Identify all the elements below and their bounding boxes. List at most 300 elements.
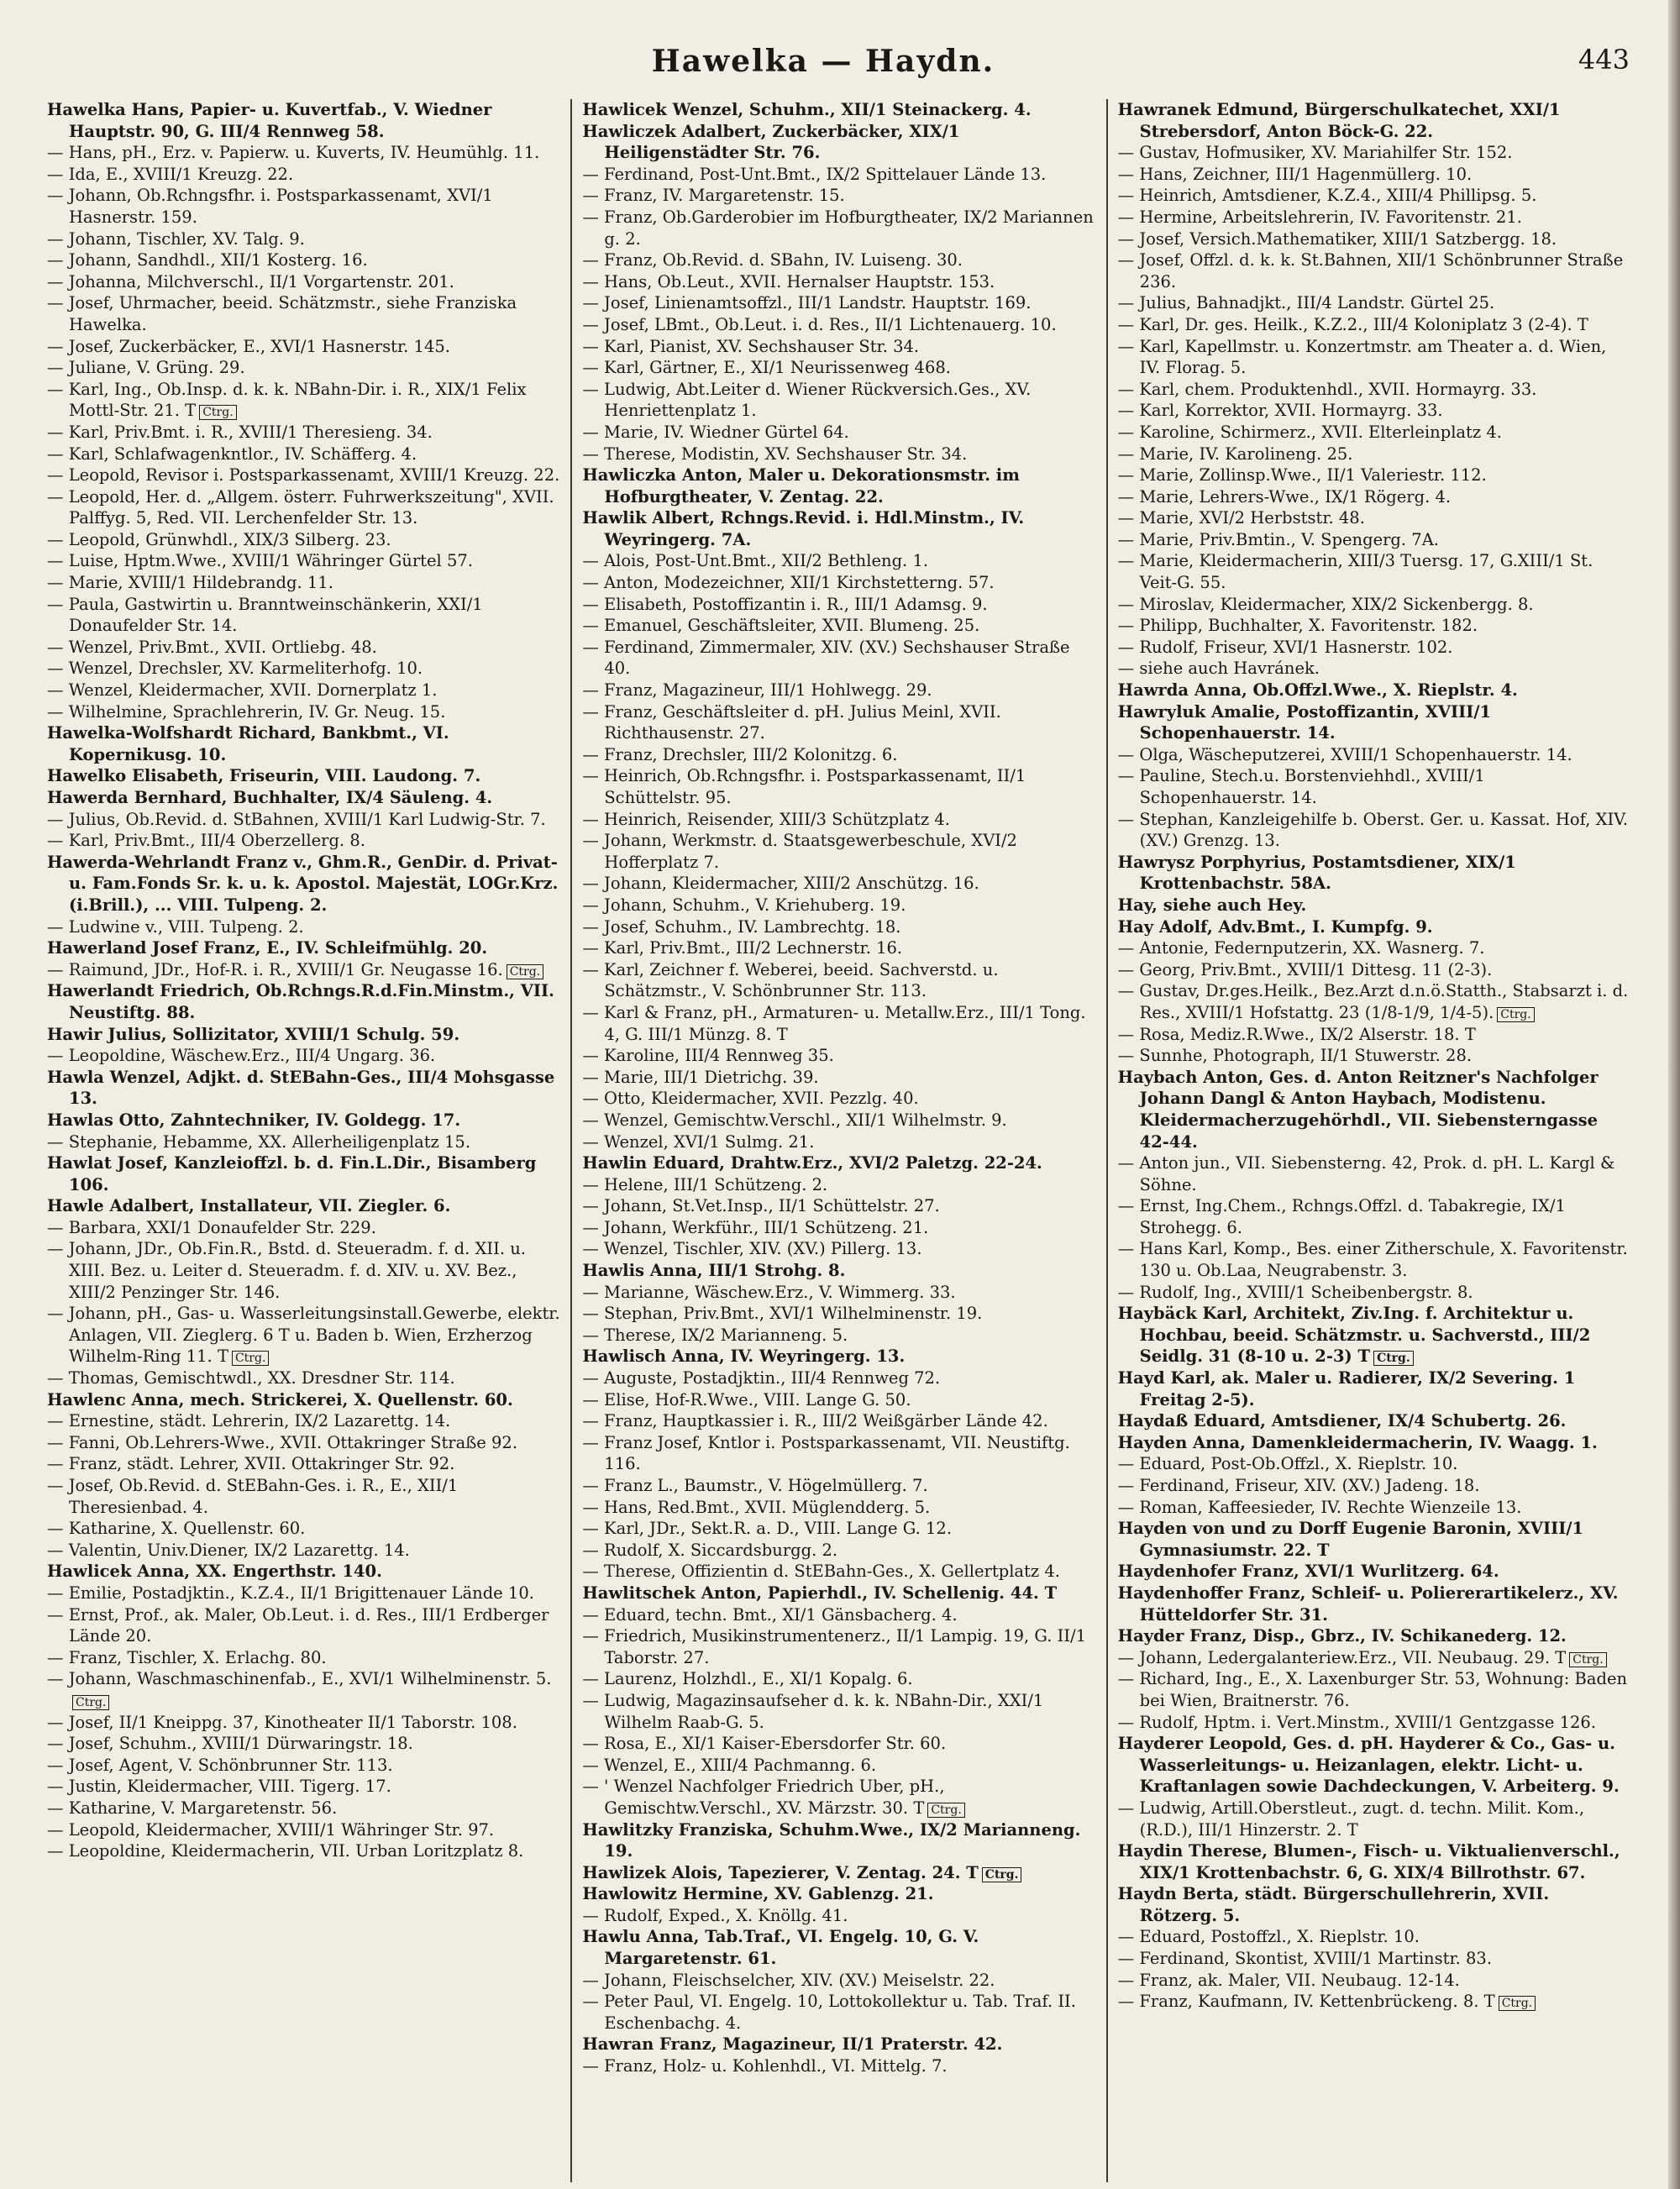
directory-entry [1118, 1926, 1631, 1948]
directory-heading-entry [47, 1561, 560, 1583]
directory-entry [47, 529, 560, 551]
entry-text: — Marie, Priv.Bmtin., V. Spengerg. 7A. [1117, 529, 1439, 549]
registry-stamp: Ctrg. [507, 964, 543, 979]
directory-heading-entry [1118, 1561, 1631, 1583]
directory-entry [582, 550, 1095, 572]
directory-heading-entry [1118, 1303, 1631, 1367]
entry-text: — Marie, XVI/2 Herbststr. 48. [1117, 508, 1365, 528]
directory-entry [1118, 1453, 1631, 1475]
entry-text: — Marianne, Wäschew.Erz., V. Wimmerg. 33. [582, 1282, 956, 1302]
entry-text: Hawerda Bernhard, Buchhalter, IX/4 Säuleng. 4. [47, 788, 493, 807]
entry-text: — Raimund, JDr., Hof-R. i. R., XVIII/1 Gr. Neugasse 16. [47, 959, 503, 979]
entry-text: — Olga, Wäscheputzerei, XVIII/1 Schopenhauerstr. 14. [1117, 744, 1572, 764]
entry-text: — Marie, IV. Wiedner Gürtel 64. [582, 422, 849, 442]
entry-text: — Hans, Ob.Leut., XVII. Hernalser Hauptstr. 153. [582, 271, 995, 291]
directory-entry [1118, 637, 1631, 659]
directory-heading-entry [582, 1583, 1095, 1604]
entry-text: — Leopoldine, Wäschew.Erz., III/4 Ungarg. 36. [47, 1046, 436, 1066]
entry-text: Hawlisch Anna, IV. Weyringerg. 13. [582, 1346, 906, 1367]
entry-text: — Karl, Priv.Bmt. i. R., XVIII/1 Theresieng. 34. [47, 422, 433, 442]
entry-text: Hawlicek Wenzel, Schuhm., XII/1 Steinackerg. 4. [582, 100, 1032, 119]
directory-heading-entry [47, 787, 560, 809]
directory-entry [47, 1131, 560, 1153]
directory-heading-entry [1118, 1583, 1631, 1625]
entry-text: — Wenzel, Priv.Bmt., XVII. Ortliebg. 48. [47, 637, 377, 657]
entry-text: — Pauline, Stech.u. Borstenviehhdl., XVIII/1 Schopenhauerstr. 14. [1117, 766, 1485, 807]
directory-entry [1118, 465, 1631, 486]
directory-heading-entry [47, 722, 560, 765]
entry-text: — Wenzel, Gemischtw.Verschl., XII/1 Wilhelmstr. 9. [582, 1110, 1007, 1130]
directory-entry [582, 1217, 1095, 1239]
entry-text: Hawerlandt Friedrich, Ob.Rchngs.R.d.Fin.Minstm., VII. Neustiftg. 88. [47, 981, 554, 1022]
directory-entry [1118, 937, 1631, 959]
directory-entry [1118, 185, 1631, 207]
directory-entry [582, 701, 1095, 744]
entry-text: — Justin, Kleidermacher, VIII. Tigerg. 17. [47, 1777, 391, 1797]
entry-text: Hawle Adalbert, Installateur, VII. Ziegler. 6. [47, 1196, 451, 1216]
entry-text: Hawrysz Porphyrius, Postamtsdiener, XIX/1 Krottenbachstr. 58A. [1117, 852, 1516, 894]
entry-text: — Josef, Zuckerbäcker, E., XVI/1 Hasnerstr. 145. [47, 336, 450, 356]
entry-text: — Barbara, XXI/1 Donaufelder Str. 229. [47, 1217, 376, 1237]
directory-entry [582, 680, 1095, 701]
directory-entry [47, 185, 560, 228]
directory-entry [582, 1303, 1095, 1325]
directory-entry [582, 1970, 1095, 1992]
entry-text: — Josef, Ob.Revid. d. StEBahn-Ges. i. R., E., XII/1 Theresienbad. 4. [47, 1476, 459, 1517]
entry-text: Hawlas Otto, Zahntechniker, IV. Goldegg. 17. [47, 1110, 461, 1130]
entry-text: Hayden von und zu Dorff Eugenie Baronin, XVIII/1 Gymnasiumstr. 22. T [1117, 1519, 1584, 1560]
directory-entry [582, 164, 1095, 186]
directory-entry [582, 185, 1095, 207]
entry-text: — Stephanie, Hebamme, XX. Allerheiligenplatz 15. [47, 1131, 471, 1152]
directory-entry [47, 271, 560, 293]
entry-text: — Hans, Red.Bmt., XVII. Müglendderg. 5. [582, 1497, 931, 1517]
directory-entry [582, 1561, 1095, 1583]
directory-entry [1118, 959, 1631, 981]
directory-heading-entry [1118, 916, 1631, 938]
entry-text: — Heinrich, Reisender, XIII/3 Schützplatz 4. [582, 809, 950, 829]
directory-entry [47, 1217, 560, 1239]
entry-text: — Katharine, X. Quellenstr. 60. [47, 1519, 306, 1539]
entry-text: — Karl, Zeichner f. Weberei, beeid. Sachverstd. u. Schätzmstr., V. Schönbrunner Str. 113. [582, 959, 999, 1001]
directory-entry [47, 594, 560, 637]
entry-text: — Eduard, Post-Ob.Offzl., X. Rieplstr. 10. [1117, 1454, 1458, 1474]
entry-text: — Rudolf, Exped., X. Knöllg. 41. [582, 1905, 848, 1925]
directory-entry [47, 1367, 560, 1389]
directory-entry [582, 1604, 1095, 1626]
entry-text: — Johann, St.Vet.Insp., II/1 Schüttelstr. 27. [582, 1196, 940, 1216]
entry-text: Haybach Anton, Ges. d. Anton Reitzner's Nachfolger Johann Dangl & Anton Haybach, Modistenu. Kleidermacherzugehörhdl., VII. Siebensterngasse 42-44. [1117, 1067, 1599, 1152]
directory-entry [582, 1755, 1095, 1777]
entry-text: — Johanna, Milchverschl., II/1 Vorgartenstr. 201. [47, 271, 454, 291]
directory-entry [47, 1453, 560, 1475]
directory-entry [1118, 765, 1631, 808]
directory-entry [47, 809, 560, 831]
entry-text: — Ludwig, Magazinsaufseher d. k. k. NBahn-Dir., XXI/1 Wilhelm Raab-G. 5. [582, 1690, 1044, 1732]
directory-entry [582, 637, 1095, 680]
entry-text: — Ernestine, städt. Lehrerin, IX/2 Lazarettg. 14. [47, 1411, 451, 1431]
directory-heading-entry [582, 121, 1095, 164]
directory-entry [1118, 615, 1631, 637]
entry-text: Haydaß Eduard, Amtsdiener, IX/4 Schubertg. 26. [1117, 1411, 1567, 1431]
entry-text: — Marie, Zollinsp.Wwe., II/1 Valeriestr. 112. [1117, 465, 1487, 486]
directory-entry [47, 1238, 560, 1303]
entry-text: — Leopold, Revisor i. Postsparkassenamt, XVIII/1 Kreuzg. 22. [47, 465, 560, 486]
directory-entry [1118, 249, 1631, 292]
directory-entry [582, 1540, 1095, 1562]
directory-entry [47, 1712, 560, 1734]
directory-heading-entry [582, 1819, 1095, 1862]
entry-text: — Marie, IV. Karolineng. 25. [1117, 444, 1353, 464]
entry-text: — Franz, Geschäftsleiter d. pH. Julius Meinl, XVII. Richthausenstr. 27. [582, 701, 1001, 743]
directory-heading-entry [47, 980, 560, 1023]
directory-entry [1118, 1045, 1631, 1067]
directory-heading-entry [582, 507, 1095, 550]
entry-text: Hawlu Anna, Tab.Traf., VI. Engelg. 10, G. V. Margaretenstr. 61. [582, 1927, 979, 1969]
entry-text: — Karoline, Schirmerz., XVII. Elterleinplatz 4. [1117, 422, 1502, 442]
entry-text: Hayd Karl, ak. Maler u. Radierer, IX/2 Severing. 1 Freitag 2-5). [1117, 1368, 1576, 1409]
entry-text: Hawelko Elisabeth, Friseurin, VIII. Laudong. 7. [47, 766, 481, 786]
directory-entry [47, 680, 560, 701]
directory-entry [582, 444, 1095, 465]
directory-entry [47, 379, 560, 422]
entry-text: Hawlitzky Franziska, Schuhm.Wwe., IX/2 Marianneng. 19. [582, 1819, 1081, 1861]
entry-text: — Philipp, Buchhalter, X. Favoritenstr. 182. [1117, 616, 1478, 636]
entry-text: — Hans, pH., Erz. v. Papierw. u. Kuverts, IV. Heumühlg. 11. [47, 143, 540, 163]
entry-text: — Johann, Werkführ., III/1 Schützeng. 21. [582, 1217, 929, 1237]
directory-entry [1118, 507, 1631, 529]
entry-text: — Auguste, Postadjktin., III/4 Rennweg 72. [582, 1368, 941, 1388]
entry-text: Hayderer Leopold, Ges. d. pH. Hayderer & Co., Gas- u. Wasserleitungs- u. Heizanlagen, elektr. Licht- u. Kraftanlagen sowie Dachdeckungen, V. Arbeiterg. 9. [1117, 1734, 1620, 1797]
entry-text: Hawlat Josef, Kanzleioffzl. b. d. Fin.L.Dir., Bisamberg 106. [47, 1153, 537, 1194]
entry-text: — Roman, Kaffeesieder, IV. Rechte Wienzeile 13. [1117, 1497, 1522, 1517]
entry-text: — Franz, Magazineur, III/1 Hohlwegg. 29. [582, 680, 932, 701]
entry-text: Hawlis Anna, III/1 Strohg. 8. [582, 1261, 846, 1281]
directory-entry [582, 959, 1095, 1002]
directory-heading-entry [1118, 1518, 1631, 1561]
directory-entry [1118, 228, 1631, 250]
entry-text: — Josef, Offzl. d. k. k. St.Bahnen, XII/1 Schönbrunner Straße 236. [1117, 250, 1624, 291]
directory-entry [47, 830, 560, 852]
directory-heading-entry [582, 1926, 1095, 1969]
directory-entry [47, 292, 560, 335]
directory-entry [582, 422, 1095, 444]
directory-entry [1118, 1024, 1631, 1046]
directory-columns [37, 99, 1641, 2182]
entry-text: — Heinrich, Amtsdiener, K.Z.4., XIII/4 Phillipsg. 5. [1117, 186, 1537, 206]
entry-text: — Karl, Korrektor, XVII. Hormayrg. 33. [1117, 401, 1443, 421]
directory-entry [47, 164, 560, 186]
directory-entry [47, 465, 560, 486]
directory-heading-entry [1118, 1840, 1631, 1883]
entry-text: — Hans Karl, Komp., Bes. einer Zitherschule, X. Favoritenstr. 130 u. Ob.Laa, Neugrabenstr. 3. [1117, 1239, 1628, 1281]
entry-text: Haydin Therese, Blumen-, Fisch- u. Viktualienverschl., XIX/1 Krottenbachstr. 6, G. XIX/4 Billrothstr. 67. [1117, 1841, 1620, 1882]
directory-heading-entry [582, 1862, 1095, 1884]
directory-entry [582, 1905, 1095, 1927]
directory-entry [1118, 1798, 1631, 1840]
entry-text: Hayder Franz, Disp., Gbrz., IV. Schikanederg. 12. [1117, 1626, 1567, 1646]
scan-edge [1668, 0, 1680, 2189]
directory-entry [1118, 1991, 1631, 2013]
entry-text: — Ferdinand, Zimmermaler, XIV. (XV.) Sechshauser Straße 40. [582, 637, 1070, 679]
directory-entry [1118, 1497, 1631, 1519]
entry-text: — Julius, Bahnadjkt., III/4 Landstr. Gürtel 25. [1117, 293, 1495, 313]
directory-heading-entry [47, 765, 560, 787]
directory-entry [582, 1131, 1095, 1153]
entry-text: — Alois, Post-Unt.Bmt., XII/2 Bethleng. 1. [582, 551, 929, 571]
directory-heading-entry [1118, 99, 1631, 142]
entry-text: — Johann, Schuhm., V. Kriehuberg. 19. [582, 895, 906, 915]
directory-entry [47, 916, 560, 938]
entry-text: Hawrda Anna, Ob.Offzl.Wwe., X. Rieplstr. 4. [1117, 680, 1518, 701]
directory-entry [582, 1991, 1095, 2034]
entry-text: — Ferdinand, Post-Unt.Bmt., IX/2 Spittelauer Lände 13. [582, 164, 1047, 184]
entry-text: — Franz, Holz- u. Kohlenhdl., VI. Mittelg. 7. [582, 2056, 948, 2076]
entry-text: — Ernst, Ing.Chem., Rchngs.Offzl. d. Tabakregie, IX/1 Strohegg. 6. [1117, 1196, 1566, 1237]
entry-text: — Helene, III/1 Schützeng. 2. [582, 1174, 828, 1194]
directory-entry [47, 336, 560, 358]
entry-text: — Franz, IV. Margaretenstr. 15. [582, 186, 845, 206]
entry-text: — Franz Josef, Kntlor i. Postsparkassenamt, VII. Neustiftg. 116. [582, 1432, 1070, 1474]
page-title: Hawelka — Haydn. [651, 44, 995, 79]
entry-text: — Johann, Tischler, XV. Talg. 9. [47, 228, 305, 249]
entry-text: — Eduard, techn. Bmt., XI/1 Gänsbacherg. 4. [582, 1604, 958, 1625]
entry-text: Hawliczka Anton, Maler u. Dekorationsmstr. im Hofburgtheater, V. Zentag. 22. [582, 465, 1020, 507]
directory-entry [47, 701, 560, 723]
entry-text: — Juliane, V. Grüng. 29. [47, 358, 245, 378]
directory-entry [47, 444, 560, 465]
directory-entry [47, 550, 560, 572]
directory-entry [582, 1325, 1095, 1346]
entry-text: — Johann, Werkmstr. d. Staatsgewerbeschule, XVI/2 Hofferplatz 7. [582, 831, 1017, 872]
directory-entry [1118, 1195, 1631, 1238]
entry-text: — Rosa, E., XI/1 Kaiser-Ebersdorfer Str. 60. [582, 1734, 947, 1754]
directory-entry [582, 1174, 1095, 1196]
directory-heading-entry [47, 1389, 560, 1411]
entry-text: Hayden Anna, Damenkleidermacherin, IV. Waagg. 1. [1117, 1432, 1598, 1452]
directory-entry [1118, 207, 1631, 228]
entry-text: — Franz L., Baumstr., V. Högelmüllerg. 7. [582, 1476, 928, 1495]
directory-entry [582, 2055, 1095, 2077]
directory-entry [1118, 486, 1631, 508]
directory-entry [47, 422, 560, 444]
entry-text: — Karoline, III/4 Rennweg 35. [582, 1046, 834, 1066]
entry-text: Hawerland Josef Franz, E., IV. Schleifmühlg. 20. [47, 938, 488, 958]
entry-text: — Gustav, Hofmusiker, XV. Mariahilfer Str. 152. [1117, 143, 1513, 163]
entry-text: — Karl, chem. Produktenhdl., XVII. Hormayrg. 33. [1117, 379, 1537, 399]
directory-entry [47, 1432, 560, 1454]
entry-text: Haydenhofer Franz, XVI/1 Wurlitzerg. 64. [1117, 1562, 1499, 1582]
directory-entry [1118, 292, 1631, 314]
directory-entry [47, 1604, 560, 1647]
entry-text: Hawranek Edmund, Bürgerschulkatechet, XXI/1 Strebersdorf, Anton Böck-G. 22. [1117, 100, 1561, 141]
directory-entry [582, 1067, 1095, 1089]
directory-entry [582, 1475, 1095, 1497]
directory-heading-entry [582, 99, 1095, 121]
entry-text: — Marie, Kleidermacherin, XIII/3 Tuersg. 17, G.XIII/1 St. Veit-G. 55. [1117, 551, 1593, 593]
directory-entry [47, 1583, 560, 1604]
entry-text: — Wenzel, Drechsler, XV. Karmeliterhofg. 10. [47, 659, 423, 679]
entry-text: — Ferdinand, Friseur, XIV. (XV.) Jadeng. 18. [1117, 1476, 1480, 1495]
entry-text: — Ludwine v., VIII. Tulpeng. 2. [47, 916, 304, 937]
directory-entry [582, 249, 1095, 271]
entry-text: — Paula, Gastwirtin u. Branntweinschänkerin, XXI/1 Donaufelder Str. 14. [47, 594, 483, 636]
entry-text: — Franz, Kaufmann, IV. Kettenbrückeng. 8. T [1117, 1992, 1495, 2012]
directory-entry [582, 572, 1095, 594]
entry-text: — Julius, Ob.Revid. d. StBahnen, XVIII/1 Karl Ludwig-Str. 7. [47, 809, 546, 829]
entry-text: — Franz, Drechsler, III/2 Kolonitzg. 6. [582, 744, 898, 764]
entry-text: — Emanuel, Geschäftsleiter, XVII. Blumeng. 25. [582, 616, 980, 636]
directory-heading-entry [1118, 1410, 1631, 1432]
entry-text: — Johann, Sandhdl., XII/1 Kosterg. 16. [47, 250, 368, 270]
entry-text: — Stephan, Kanzleigehilfe b. Oberst. Ger. u. Kassat. Hof, XIV. (XV.) Grenzg. 13. [1117, 809, 1629, 851]
entry-text: — Stephan, Priv.Bmt., XVI/1 Wilhelminenstr. 19. [582, 1304, 983, 1324]
column-left [37, 99, 570, 2182]
entry-text: — Marie, III/1 Dietrichg. 39. [582, 1067, 819, 1087]
directory-entry [582, 1733, 1095, 1755]
entry-text: — Antonie, Federnputzerin, XX. Wasnerg. 7. [1117, 938, 1485, 958]
directory-entry [47, 959, 560, 981]
entry-text: — Karl, Pianist, XV. Sechshauser Str. 34. [582, 336, 920, 356]
directory-entry [582, 357, 1095, 379]
entry-text: — Josef, Uhrmacher, beeid. Schätzmstr., siehe Franziska Hawelka. [47, 293, 517, 334]
directory-heading-entry [1118, 701, 1631, 744]
entry-text: — ' Wenzel Nachfolger Friedrich Uber, pH., Gemischtw.Verschl., XV. Märzstr. 30. T [582, 1777, 945, 1818]
directory-entry [582, 873, 1095, 895]
registry-stamp: Ctrg. [72, 1695, 109, 1710]
entry-text: — Karl, Gärtner, E., XI/1 Neurissenweg 468. [582, 358, 951, 378]
directory-entry [582, 895, 1095, 916]
registry-stamp: Ctrg. [1569, 1652, 1606, 1667]
column-middle [570, 99, 1105, 2182]
entry-text: — Therese, Modistin, XV. Sechshauser Str. 34. [582, 444, 968, 464]
directory-heading-entry [582, 1346, 1095, 1367]
entry-text: — Josef, Schuhm., IV. Lambrechtg. 18. [582, 916, 901, 937]
entry-text: — Josef, Agent, V. Schönbrunner Str. 113. [47, 1755, 393, 1775]
entry-text: — Karl, Priv.Bmt., III/2 Lechnerstr. 16. [582, 938, 903, 958]
entry-text: — Rudolf, Friseur, XVI/1 Hasnerstr. 102. [1117, 637, 1453, 657]
directory-entry [1118, 550, 1631, 593]
entry-text: — Karl, Dr. ges. Heilk., K.Z.2., III/4 Koloniplatz 3 (2-4). T [1117, 314, 1588, 334]
entry-text: — Wilhelmine, Sprachlehrerin, IV. Gr. Neug. 15. [47, 701, 446, 722]
directory-entry [582, 1497, 1095, 1519]
directory-entry [582, 314, 1095, 336]
entry-text: — Heinrich, Ob.Rchngsfhr. i. Postsparkassenamt, II/1 Schüttelstr. 95. [582, 766, 1026, 807]
directory-entry [1118, 1282, 1631, 1304]
directory-heading-entry [1118, 852, 1631, 895]
entry-text: — Franz, ak. Maler, VII. Neubaug. 12-14. [1117, 1970, 1460, 1990]
entry-text: — Rudolf, X. Siccardsburgg. 2. [582, 1540, 838, 1560]
entry-text: — Ernst, Prof., ak. Maler, Ob.Leut. i. d. Res., III/1 Erdberger Lände 20. [47, 1604, 549, 1646]
directory-entry [582, 1776, 1095, 1819]
entry-text: Haydenhoffer Franz, Schleif- u. Poliererartikelerz., XV. Hütteldorfer Str. 31. [1117, 1583, 1619, 1625]
registry-stamp: Ctrg. [1499, 1996, 1536, 2011]
entry-text: — Laurenz, Holzhdl., E., XI/1 Kopalg. 6. [582, 1669, 913, 1689]
entry-text: — Josef, Versich.Mathematiker, XIII/1 Satzbergg. 18. [1117, 228, 1557, 249]
directory-entry [47, 1755, 560, 1777]
directory-heading-entry [1118, 680, 1631, 701]
entry-text: — Ludwig, Artill.Oberstleut., zugt. d. techn. Milit. Kom., (R.D.), III/1 Hinzerstr. 2. T [1117, 1798, 1585, 1840]
directory-heading-entry [582, 1260, 1095, 1282]
directory-entry [1118, 658, 1631, 680]
directory-heading-entry [582, 2034, 1095, 2055]
directory-heading-entry [47, 1195, 560, 1217]
directory-entry [582, 916, 1095, 938]
entry-text: — Karl, JDr., Sekt.R. a. D., VIII. Lange G. 12. [582, 1519, 953, 1539]
entry-text: — Hermine, Arbeitslehrerin, IV. Favoritenstr. 21. [1117, 207, 1522, 227]
directory-entry [582, 1238, 1095, 1260]
entry-text: — Thomas, Gemischtwdl., XX. Dresdner Str. 114. [47, 1368, 455, 1388]
entry-text: — Leopoldine, Kleidermacherin, VII. Urban Loritzplatz 8. [47, 1841, 524, 1861]
entry-text: — Therese, IX/2 Marianneng. 5. [582, 1325, 848, 1345]
directory-entry [582, 1045, 1095, 1067]
entry-text: Hawliczek Adalbert, Zuckerbäcker, XIX/1 Heiligenstädter Str. 76. [582, 121, 960, 163]
entry-text: — Elisabeth, Postoffizantin i. R., III/1 Adamsg. 9. [582, 594, 988, 614]
entry-text: — Friedrich, Musikinstrumentenerz., II/1 Lampig. 19, G. II/1 Taborstr. 27. [582, 1626, 1087, 1667]
entry-text: — Franz, Tischler, X. Erlachg. 80. [47, 1647, 327, 1667]
directory-entry [582, 744, 1095, 766]
entry-text: — Franz, städt. Lehrer, XVII. Ottakringer Str. 92. [47, 1454, 455, 1474]
directory-entry [47, 658, 560, 680]
entry-text: — Ida, E., XVIII/1 Kreuzg. 22. [47, 164, 294, 184]
entry-text: — Otto, Kleidermacher, XVII. Pezzlg. 40. [582, 1089, 919, 1109]
directory-entry [1118, 379, 1631, 401]
directory-heading-entry [47, 1110, 560, 1131]
directory-entry [582, 1088, 1095, 1110]
directory-entry [1118, 744, 1631, 766]
directory-entry [1118, 1668, 1631, 1711]
directory-entry [582, 379, 1095, 422]
directory-heading-entry [1118, 1367, 1631, 1410]
directory-entry [47, 1303, 560, 1367]
entry-text: — Johann, pH., Gas- u. Wasserleitungsinstall.Gewerbe, elektr. Anlagen, VII. Zieglerg. 6 T u. Baden b. Wien, Erzherzog Wilhelm-Ring 11. T [47, 1304, 560, 1367]
entry-text: Hawran Franz, Magazineur, II/1 Praterstr. 42. [582, 2034, 1003, 2055]
entry-text: Hawlizek Alois, Tapezierer, V. Zentag. 24. T [582, 1862, 979, 1882]
entry-text: Hawlicek Anna, XX. Engerthstr. 140. [47, 1562, 382, 1582]
column-right [1106, 99, 1641, 2182]
directory-entry [47, 1518, 560, 1540]
directory-entry [582, 1518, 1095, 1540]
directory-entry [47, 228, 560, 250]
entry-text: — Rudolf, Hptm. i. Vert.Minstm., XVIII/1 Gentzgasse 126. [1117, 1712, 1597, 1732]
entry-text: Haydn Berta, städt. Bürgerschullehrerin, XVII. Rötzerg. 5. [1117, 1884, 1550, 1925]
directory-entry [582, 937, 1095, 959]
directory-entry [1118, 529, 1631, 551]
directory-heading-entry [47, 852, 560, 916]
directory-entry [47, 1668, 560, 1711]
directory-entry [582, 1002, 1095, 1045]
directory-entry [47, 357, 560, 379]
directory-entry [1118, 422, 1631, 444]
entry-text: — Leopold, Her. d. „Allgem. österr. Fuhrwerkszeitung", XVII. Palffyg. 5, Red. VII. Lerchenfelder Str. 13. [47, 486, 554, 528]
entry-text: — Miroslav, Kleidermacher, XIX/2 Sickenbergg. 8. [1117, 594, 1534, 614]
entry-text: — Karl, Ing., Ob.Insp. d. k. k. NBahn-Dir. i. R., XIX/1 Felix Mottl-Str. 21. T [47, 379, 527, 421]
directory-entry [582, 1195, 1095, 1217]
entry-text: — Sunnhe, Photograph, II/1 Stuwerstr. 28. [1117, 1046, 1473, 1066]
directory-entry [47, 1647, 560, 1669]
directory-heading-entry [1118, 895, 1631, 916]
entry-text: — Josef, Linienamtsoffzl., III/1 Landstr. Hauptstr. 169. [582, 293, 1032, 313]
directory-entry [582, 1110, 1095, 1131]
entry-text: — Wenzel, Kleidermacher, XVII. Dornerplatz 1. [47, 680, 438, 701]
entry-text: — Peter Paul, VI. Engelg. 10, Lottokollektur u. Tab. Traf. II. Eschenbachg. 4. [582, 1992, 1076, 2033]
directory-entry [1118, 1970, 1631, 1992]
entry-text: — Rudolf, Ing., XVIII/1 Scheibenbergstr. 8. [1117, 1282, 1473, 1302]
directory-entry [582, 830, 1095, 873]
entry-text: Hawlowitz Hermine, XV. Gablenzg. 21. [582, 1884, 934, 1904]
directory-entry [1118, 594, 1631, 616]
entry-text: — Johann, Waschmaschinenfab., E., XVI/1 Wilhelminenstr. 5. [47, 1669, 552, 1689]
